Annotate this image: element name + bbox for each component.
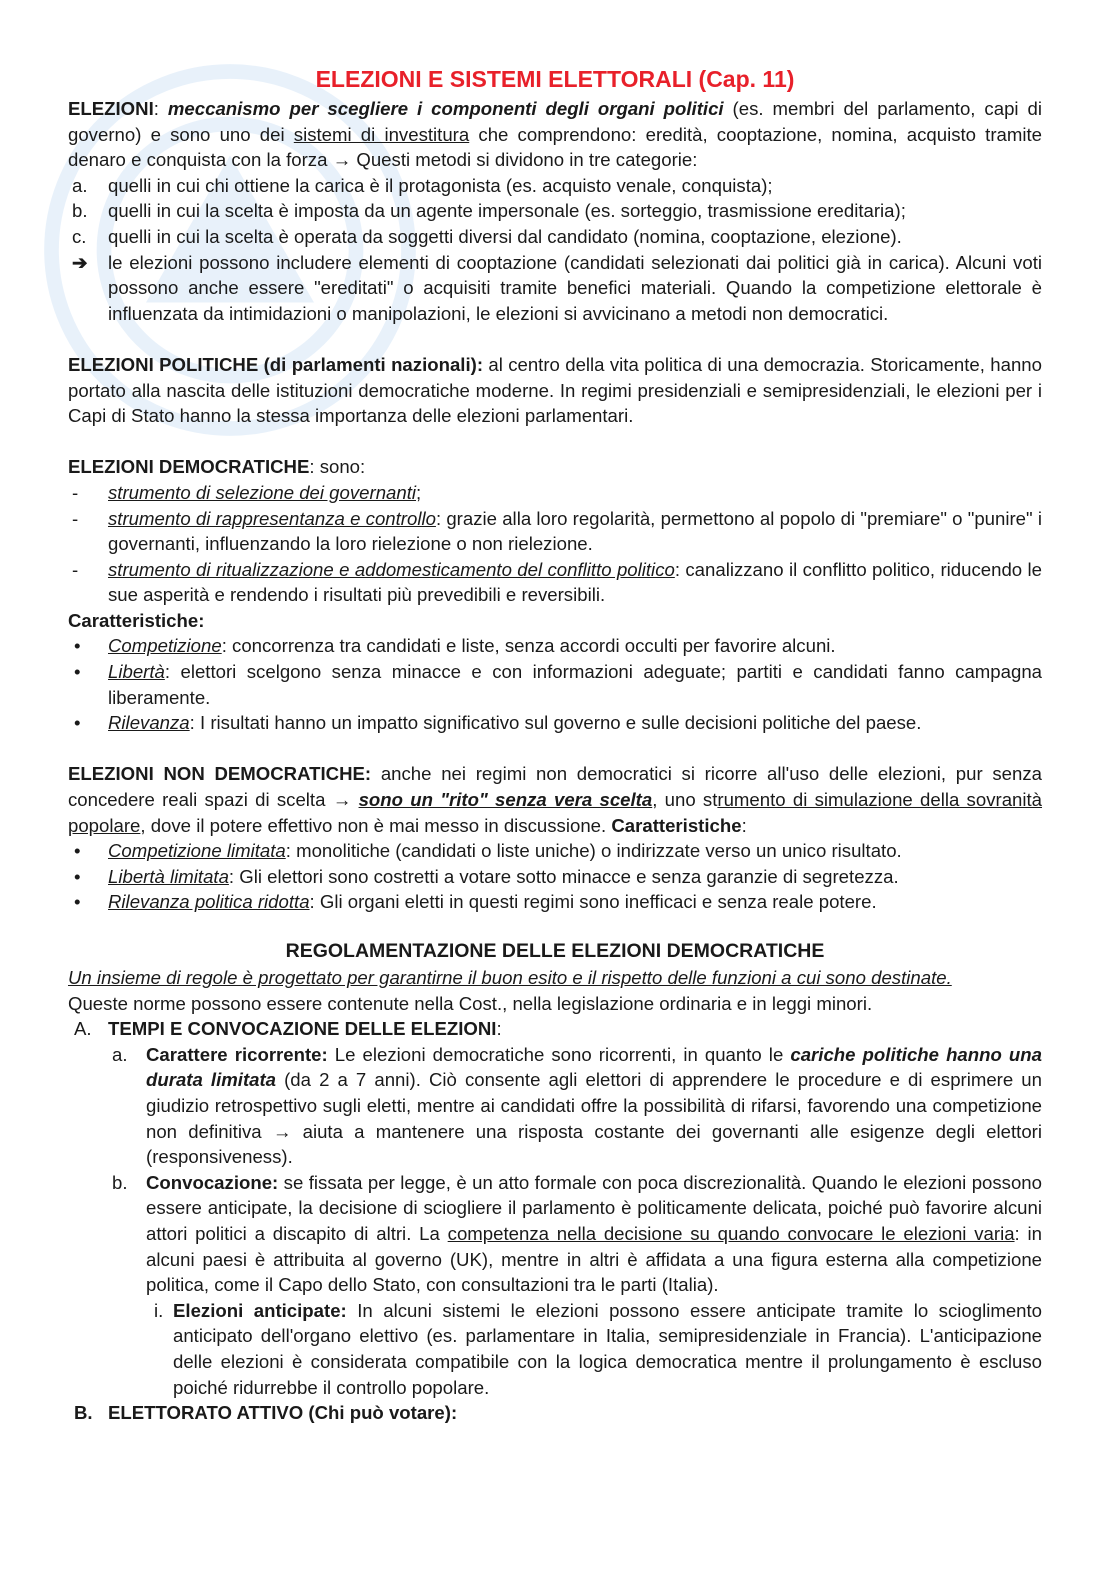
list-item: - strumento di rappresentanza e controllo: grazie alla loro regolarità, permettono al popolo di "premiare" o "punire" i governanti, influenzando la loro rielezione o non rielezione. (72, 507, 1042, 555)
subsection-i: i. Elezioni anticipate: In alcuni sistemi le elezioni possono essere anticipate tramite lo scioglimento anticipato dell'organo elettivo (es. parlamentare in Italia, semipresidenziale in Francia). L'anticipazione delle elezioni è considerata compatibile con la logica democratica mentre il prolungamento è escluso poiché ridurrebbe il controllo popolare. (154, 1299, 1043, 1398)
subsection-b: b. Convocazione: se fissata per legge, è un atto formale con poca discrezionalità. Quando le elezioni possono essere anticipate, la decisione di sciogliere il parlamento è politicamente delicata, poiché può favorire alcuni attori politici a discapito di altri. La competenza nella decisione su quando convocare le elezioni varia: in alcuni paesi è attribuita al governo (UK), mentre in altri è affidata a una figura esterna alla competizione politica, come il Capo dello Stato, con consultazioni tra le parti (Italia). (112, 1171, 1042, 1296)
bullet-icon: • (74, 661, 81, 683)
non-democratiche-paragraph: ELEZIONI NON DEMOCRATICHE: anche nei regimi non democratici si ricorre all'uso delle elezioni, pur senza concedere reali spazi di scelta → sono un "rito" senza vera scelta, uno strumento di simulazione della sovranità popolare, dove il potere effettivo non è mai messo in discussione. Caratteristiche: (68, 763, 1043, 836)
list-item: c. quelli in cui la scelta è operata da soggetti diversi dal candidato (nomina, cooptazione, elezione). (72, 225, 902, 247)
democratiche-heading: ELEZIONI DEMOCRATICHE: sono: (68, 456, 366, 478)
list-item: • Competizione: concorrenza tra candidati e liste, senza accordi occulti per favorire alcuni. (68, 633, 1042, 659)
regolamentazione-note: Queste norme possono essere contenute nella Cost., nella legislazione ordinaria e in leggi minori. (68, 992, 873, 1014)
list-item: - strumento di selezione dei governanti; (72, 481, 422, 503)
list-item: a. quelli in cui chi ottiene la carica è il protagonista (es. acquisto venale, conquista); (72, 174, 773, 196)
caratteristiche-label: Caratteristiche: (68, 609, 205, 631)
list-item: • Rilevanza politica ridotta: Gli organi eletti in questi regimi sono inefficaci e senza reale potere. (68, 889, 1042, 915)
list-item: • Libertà: elettori scelgono senza minacce e con informazioni adeguate; partiti e candidati fanno campagna liberamente. (74, 661, 1042, 708)
subsection-a: a. Carattere ricorrente: Le elezioni democratiche sono ricorrenti, in quanto le cariche politiche hanno una durata limitata (da 2 a 7 anni). Ciò consente agli elettori di apprendere le procedure e di esprimere un giudizio retrospettivo sugli eletti, mentre ai candidati offre la possibilità di rifarsi, favorendo una competizione non definitiva → aiuta a mantenere una risposta costante dei governanti alle esigenze degli elettori (responsiveness). (112, 1043, 1042, 1168)
list-item: - strumento di ritualizzazione e addomesticamento del conflitto politico: canalizzano il conflitto politico, riducendo le sue asperità e rendendo i risultati più prevedibili e reversibili. (72, 558, 1042, 606)
intro-paragraph: ELEZIONI: meccanismo per scegliere i componenti degli organi politici (es. membri del parlamento, capi di governo) e sono uno dei sistemi di investitura che comprendono: eredità, cooptazione, nomina, acquisto tramite denaro e conquista con la forza → Questi metodi si dividono in tre categorie: (68, 98, 1043, 171)
politiche-paragraph: ELEZIONI POLITICHE (di parlamenti nazionali): al centro della vita politica di una democrazia. Storicamente, hanno portato alla nascita delle istituzioni democratiche moderne. In regimi presidenziali e semipresidenziali, le elezioni per i Capi di Stato hanno la stessa importanza delle elezioni parlamentari. (68, 353, 1042, 427)
regolamentazione-intro: Un insieme di regole è progettato per garantirne il buon esito e il rispetto delle funzioni a cui sono destinate. (68, 967, 952, 988)
intro-label: ELEZIONI (68, 98, 154, 119)
bullet-icon: • (74, 635, 81, 657)
list-item: • Competizione limitata: monolitiche (candidati o liste uniche) o indirizzate verso un unico risultato. (68, 838, 1042, 864)
arrow-note: ➔ le elezioni possono includere elementi di cooptazione (candidati selezionati dai politici già in carica). Alcuni voti possono anche essere "ereditati" o acquisiti tramite benefici materiali. Quando la competizione elettorale è influenzata da intimidazioni o manipolazioni, le elezioni si avvicinano a metodi non democratici. (72, 251, 1042, 324)
document-page (68, 64, 1042, 1426)
bullet-icon: • (74, 840, 81, 862)
bullet-icon: • (74, 865, 81, 887)
intro-definition: meccanismo per scegliere i componenti degli organi politici (167, 98, 724, 119)
list-item: • Rilevanza: I risultati hanno un impatto significativo sul governo e sulle decisioni politiche del paese. (68, 710, 1042, 736)
list-item: b. quelli in cui la scelta è imposta da un agente impersonale (es. sorteggio, trasmissione ereditaria); (72, 200, 906, 222)
list-item: • Libertà limitata: Gli elettori sono costretti a votare sotto minacce e senza garanzie di segretezza. (68, 864, 1042, 890)
bullet-icon: • (74, 891, 81, 913)
bullet-icon: • (74, 712, 81, 734)
politiche-label: ELEZIONI POLITICHE (di parlamenti nazionali): (68, 353, 484, 375)
section-a: A. TEMPI E CONVOCAZIONE DELLE ELEZIONI: (74, 1018, 502, 1040)
section-heading: REGOLAMENTAZIONE DELLE ELEZIONI DEMOCRATICHE (285, 940, 825, 962)
document-title: ELEZIONI E SISTEMI ELETTORALI (Cap. 11) (315, 66, 795, 92)
arrow-icon: ➔ (72, 251, 88, 273)
intro-link-text: sistemi di investitura (293, 123, 470, 145)
section-b: B. ELETTORATO ATTIVO (Chi può votare): (74, 1402, 458, 1424)
